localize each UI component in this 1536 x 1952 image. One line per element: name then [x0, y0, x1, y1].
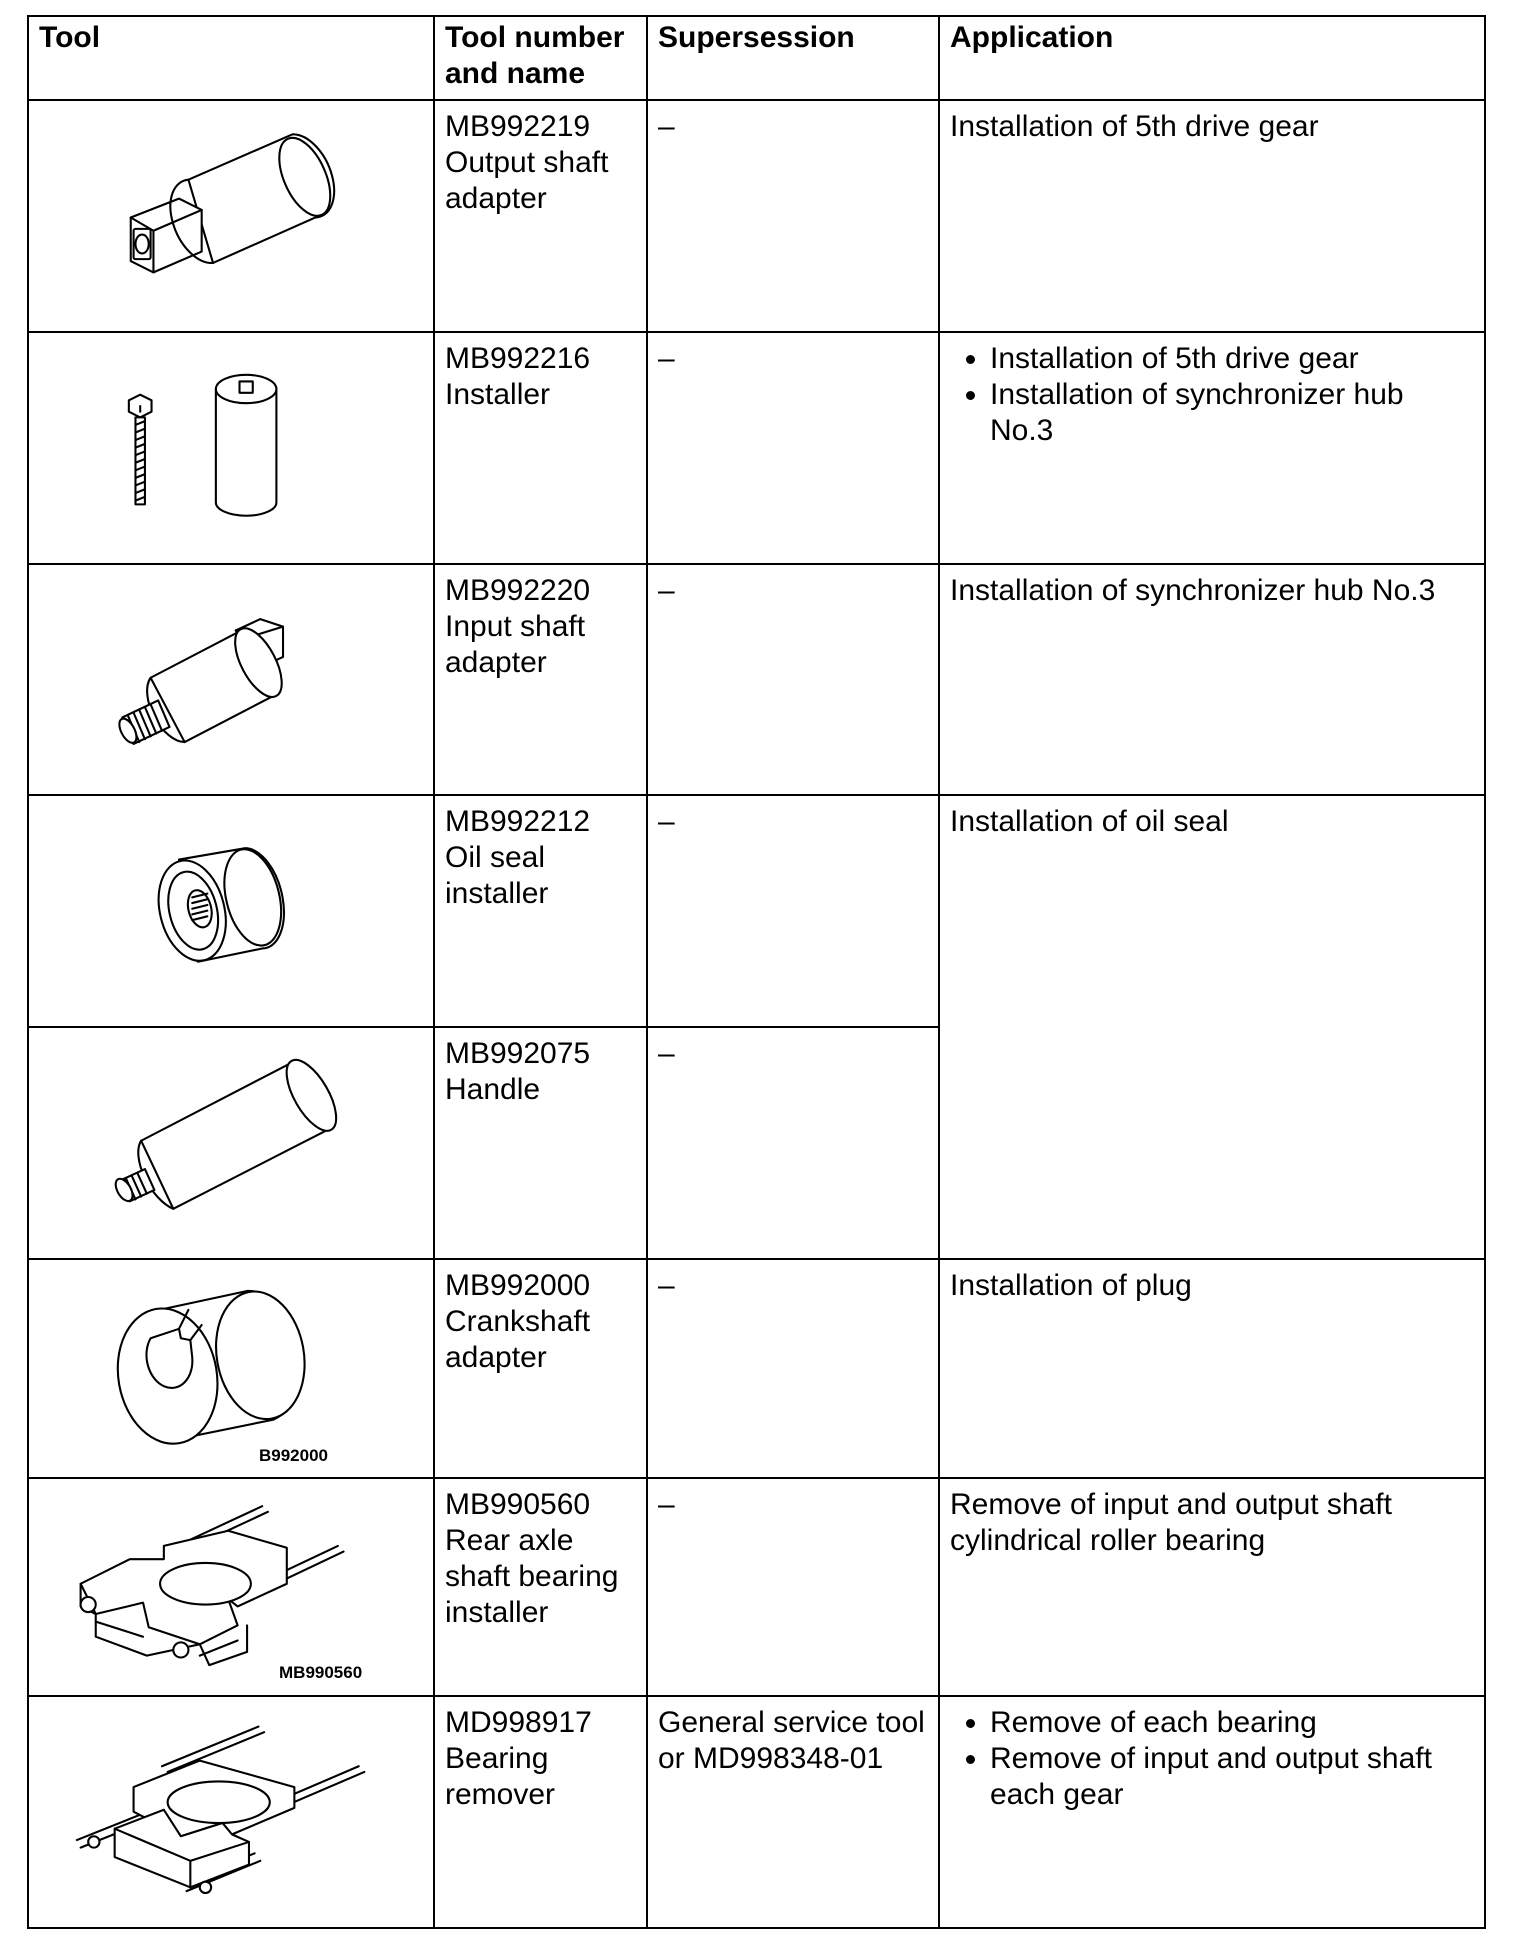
supersession-cell: – — [647, 332, 939, 564]
tool-number-cell — [434, 1696, 647, 1928]
handle-icon — [39, 1036, 423, 1258]
tool-number-cell — [434, 100, 647, 332]
installer-icon — [39, 341, 423, 563]
supersession-cell: – — [647, 795, 939, 1027]
header-application: Application — [939, 16, 1485, 100]
table-row — [28, 332, 1485, 564]
supersession-cell: – — [647, 1259, 939, 1478]
tool-name: Rear axle shaft bearing installer — [445, 1523, 619, 1629]
tool-number-cell — [434, 795, 647, 1027]
tool-image-cell — [28, 1259, 434, 1478]
list-item: • Installation of synchronizer hub No.3 — [990, 377, 1474, 449]
tool-name: Bearing remover — [445, 1742, 556, 1812]
tool-name: Output shaft adapter — [445, 146, 609, 215]
tool-number: MB990560 — [445, 1487, 591, 1521]
input-shaft-adapter-icon — [39, 573, 423, 795]
application-cell: Installation of oil seal — [939, 795, 1485, 1259]
tool-number: MB992212 — [445, 805, 591, 839]
tool-number: MB992219 — [445, 110, 591, 143]
header-supersession: Supersession — [647, 16, 939, 100]
tool-name: Installer — [445, 377, 551, 411]
oil-seal-installer-icon — [39, 804, 423, 1026]
special-tools-table — [27, 15, 1486, 1929]
application-list — [950, 1705, 1474, 1813]
list-item: • Remove of each bearing — [990, 1705, 1474, 1741]
tool-number: MB992216 — [445, 341, 591, 375]
tool-number: MB992220 — [445, 573, 591, 607]
tool-number-cell — [434, 332, 647, 564]
tool-image-cell — [28, 1478, 434, 1697]
supersession-cell: – — [647, 1478, 939, 1697]
tool-number-cell — [434, 564, 647, 796]
tool-image-cell — [28, 795, 434, 1027]
tool-name: Crankshaft adapter — [445, 1304, 591, 1374]
tool-name: Oil seal installer — [445, 841, 549, 911]
tool-name: Handle — [445, 1073, 541, 1107]
application-cell — [939, 332, 1485, 564]
table-row — [28, 100, 1485, 332]
bearing-installer-icon — [39, 1487, 423, 1696]
figure-caption: B992000 — [259, 1445, 329, 1465]
bearing-remover-icon — [39, 1705, 423, 1927]
supersession-cell: General service tool or MD998348-01 — [647, 1696, 939, 1928]
supersession-cell: – — [647, 564, 939, 796]
list-item: • Remove of input and output shaft each gear — [990, 1741, 1474, 1813]
table-row — [28, 1259, 1485, 1478]
tool-name: Input shaft adapter — [445, 609, 586, 679]
output-shaft-adapter-icon — [39, 109, 423, 331]
tool-image-cell — [28, 1027, 434, 1259]
tool-image-cell — [28, 100, 434, 332]
figure-caption: MB990560 — [279, 1662, 363, 1682]
application-cell: Remove of input and output shaft cylindrical roller bearing — [939, 1478, 1485, 1697]
supersession-cell: – — [647, 100, 939, 332]
tool-image-cell — [28, 1696, 434, 1928]
tool-image-cell — [28, 332, 434, 564]
tool-number: MD998917 — [445, 1706, 592, 1740]
table-row — [28, 1696, 1485, 1928]
application-cell — [939, 1696, 1485, 1928]
tool-number-cell — [434, 1478, 647, 1697]
application-cell: Installation of plug — [939, 1259, 1485, 1478]
table-row — [28, 1478, 1485, 1697]
tool-number-cell — [434, 1027, 647, 1259]
tool-number: MB992000 — [445, 1268, 591, 1302]
list-item: • Installation of 5th drive gear — [990, 341, 1474, 377]
header-row — [28, 16, 1485, 100]
crankshaft-adapter-icon — [39, 1268, 423, 1477]
tool-image-cell — [28, 564, 434, 796]
table-row — [28, 564, 1485, 796]
application-cell: Installation of 5th drive gear — [939, 100, 1485, 332]
table-row — [28, 795, 1485, 1027]
application-cell: Installation of synchronizer hub No.3 — [939, 564, 1485, 796]
tool-number-cell — [434, 1259, 647, 1478]
application-list — [950, 341, 1474, 449]
header-tool-number-name: Tool number and name — [434, 16, 647, 100]
tool-number: MB992075 — [445, 1037, 591, 1071]
supersession-cell: – — [647, 1027, 939, 1259]
header-tool: Tool — [28, 16, 434, 100]
